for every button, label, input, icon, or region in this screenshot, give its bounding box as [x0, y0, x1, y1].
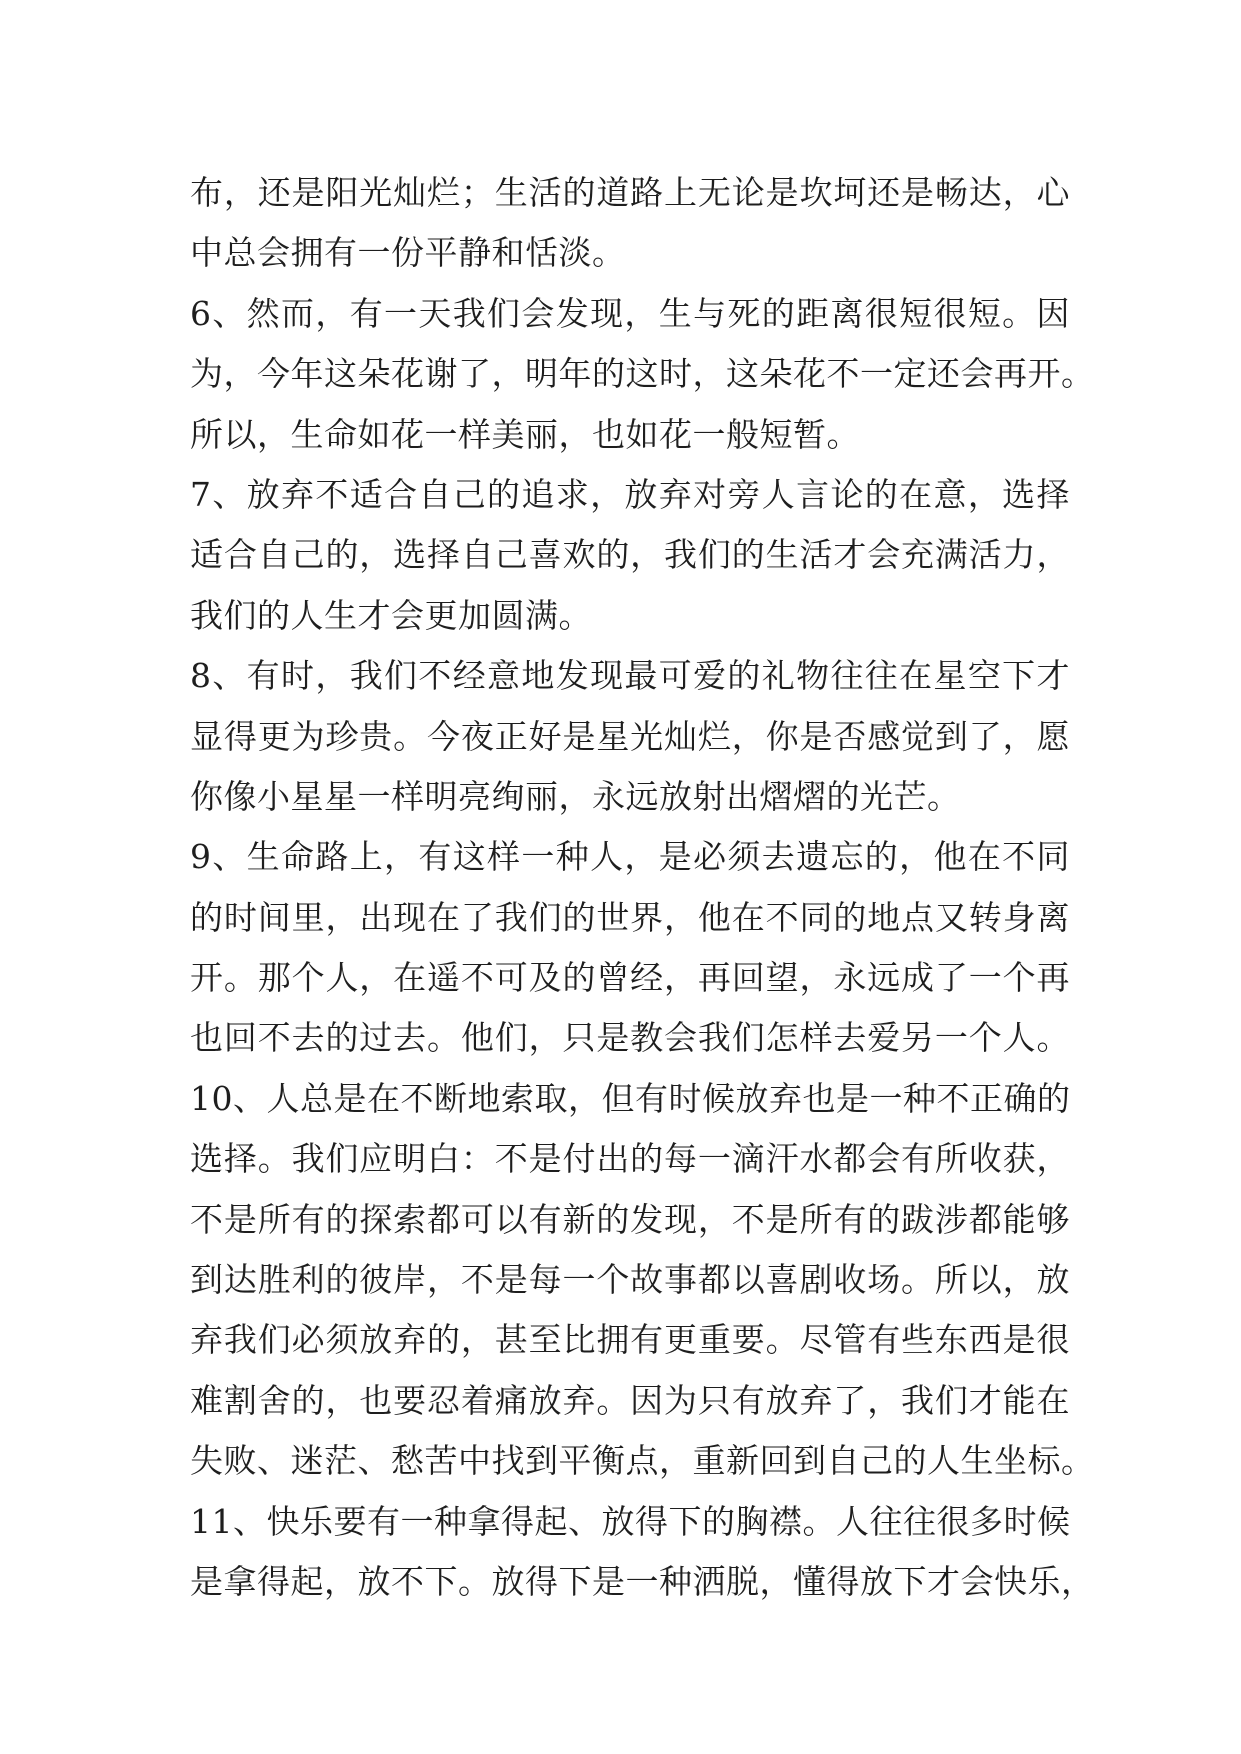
text-line: 也回不去的过去。他们，只是教会我们怎样去爱另一个人。 [190, 1018, 1070, 1058]
text-line: 8、有时，我们不经意地发现最可爱的礼物往往在星空下才 [190, 656, 1070, 696]
document-body [190, 163, 1095, 1612]
text-line: 失败、迷茫、愁苦中找到平衡点，重新回到自己的人生坐标。 [190, 1441, 1095, 1481]
text-line: 开。那个人，在遥不可及的曾经，再回望，永远成了一个再 [190, 958, 1070, 998]
text-line: 你像小星星一样明亮绚丽，永远放射出熠熠的光芒。 [190, 776, 961, 816]
text-line: 显得更为珍贵。今夜正好是星光灿烂，你是否感觉到了，愿 [190, 716, 1070, 756]
text-line: 难割舍的，也要忍着痛放弃。因为只有放弃了，我们才能在 [190, 1380, 1070, 1420]
text-line: 是拿得起，放不下。放得下是一种洒脱，懂得放下才会快乐， [190, 1561, 1095, 1601]
text-line: 11、快乐要有一种拿得起、放得下的胸襟。人往往很多时候 [190, 1501, 1071, 1541]
text-line: 我们的人生才会更加圆满。 [190, 595, 592, 635]
text-line: 6、然而，有一天我们会发现，生与死的距离很短很短。因 [190, 293, 1070, 333]
text-line: 的时间里，出现在了我们的世界，他在不同的地点又转身离 [190, 897, 1070, 937]
text-line: 所以，生命如花一样美丽，也如花一般短暂。 [190, 414, 860, 454]
text-line: 不是所有的探索都可以有新的发现，不是所有的跋涉都能够 [190, 1199, 1070, 1239]
text-line: 为，今年这朵花谢了，明年的这时，这朵花不一定还会再开。 [190, 354, 1095, 394]
text-line: 中总会拥有一份平静和恬淡。 [190, 233, 626, 273]
text-line: 适合自己的，选择自己喜欢的，我们的生活才会充满活力， [190, 535, 1070, 575]
text-line: 9、生命路上，有这样一种人，是必须去遗忘的，他在不同 [190, 837, 1070, 877]
text-line: 10、人总是在不断地索取，但有时候放弃也是一种不正确的 [190, 1078, 1071, 1118]
text-line: 布，还是阳光灿烂；生活的道路上无论是坎坷还是畅达，心 [190, 173, 1070, 212]
text-line: 到达胜利的彼岸，不是每一个故事都以喜剧收场。所以，放 [190, 1260, 1070, 1300]
text-line: 弃我们必须放弃的，甚至比拥有更重要。尽管有些东西是很 [190, 1320, 1070, 1360]
text-line: 7、放弃不适合自己的追求，放弃对旁人言论的在意，选择 [190, 474, 1070, 514]
text-line: 选择。我们应明白：不是付出的每一滴汗水都会有所收获， [190, 1139, 1070, 1179]
